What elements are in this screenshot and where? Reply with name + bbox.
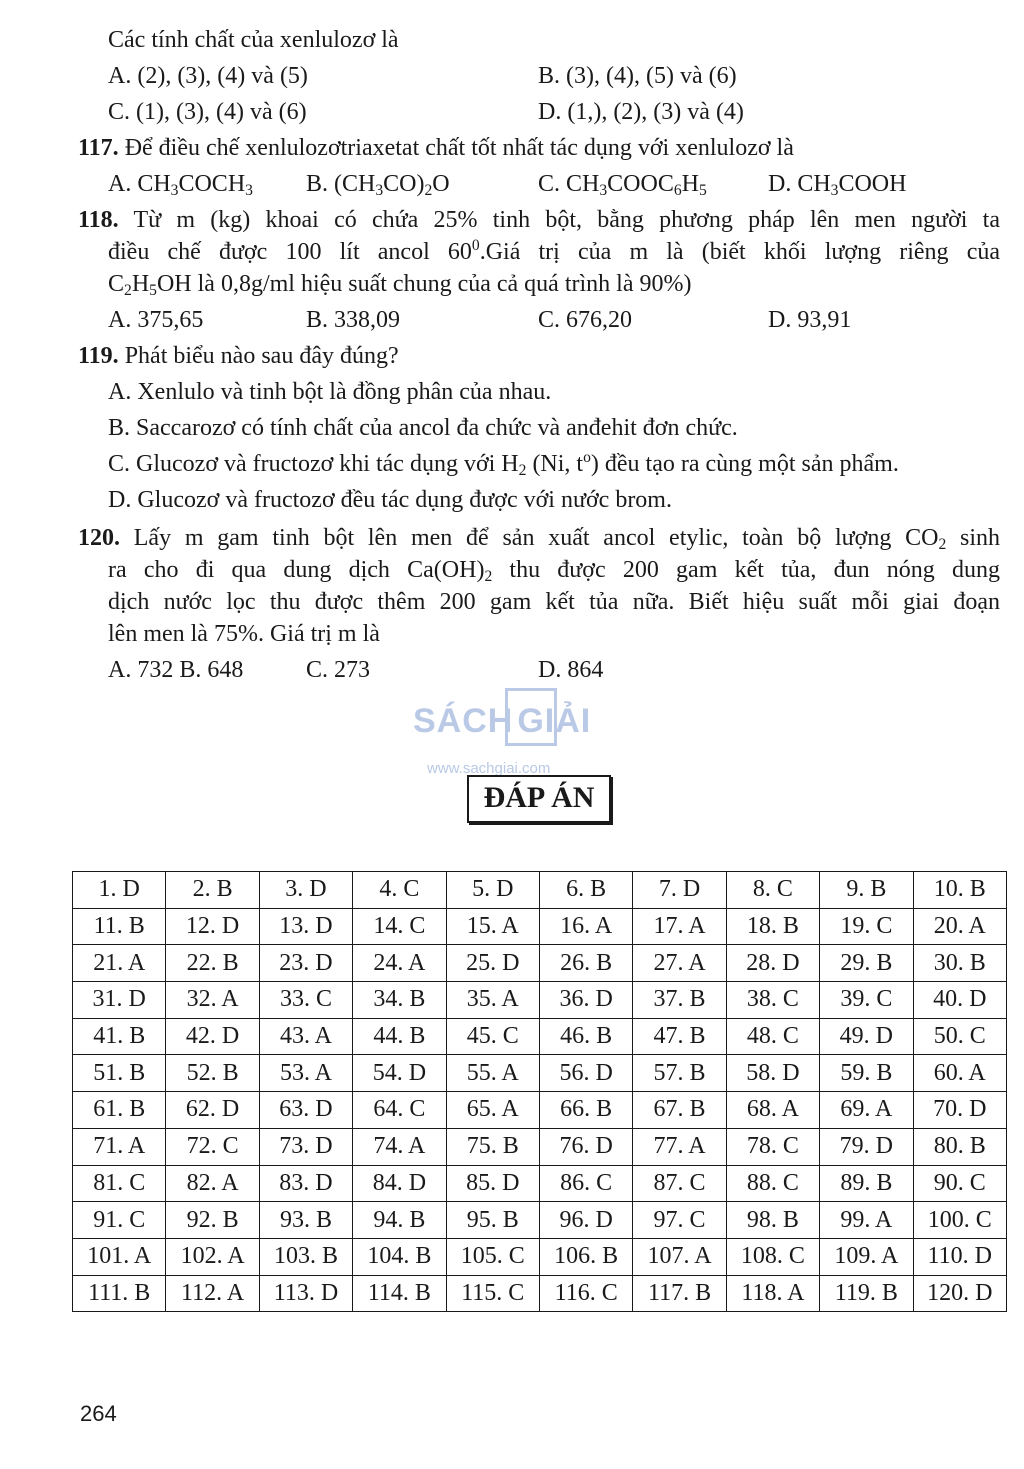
q118-option-d: D. 93,91 — [768, 307, 852, 333]
answer-cell: 100. C — [913, 1202, 1006, 1239]
table-row — [73, 1092, 1007, 1129]
table-row — [73, 1055, 1007, 1092]
q119-option-c: C. Glucozơ và fructozơ khi tác dụng với $H_2$ (Ni, $t^o$) đều tạo ra cùng một sản phẩm. — [108, 449, 899, 479]
answer-cell: 102. A — [166, 1238, 259, 1275]
answer-cell: 114. B — [353, 1275, 446, 1312]
answer-cell: 49. D — [820, 1018, 913, 1055]
answer-cell: 97. C — [633, 1202, 726, 1239]
table-row — [73, 982, 1007, 1019]
table-row — [73, 872, 1007, 909]
answer-cell: 4. C — [353, 872, 446, 909]
answer-cell: 113. D — [259, 1275, 352, 1312]
answer-cell: 33. C — [259, 982, 352, 1019]
answer-cell: 37. B — [633, 982, 726, 1019]
answer-cell: 83. D — [259, 1165, 352, 1202]
answer-cell: 117. B — [633, 1275, 726, 1312]
answer-cell: 6. B — [539, 872, 632, 909]
answer-cell: 95. B — [446, 1202, 539, 1239]
q118-line2: điều chế được 100 lít ancol $60^0.Giá$ trị của m là (biết khối lượng riêng của — [108, 237, 1000, 265]
q118-option-a: A. 375,65 — [108, 307, 204, 333]
q116-option-a: A. (2), (3), (4) và (5) — [108, 63, 308, 89]
answer-cell: 12. D — [166, 908, 259, 945]
q118-line3: $C_2H_5OH$ là 0,8g/ml hiệu suất chung của cả quá trình là 90%) — [108, 271, 692, 299]
answer-cell: 67. B — [633, 1092, 726, 1129]
answer-cell: 54. D — [353, 1055, 446, 1092]
answer-cell: 60. A — [913, 1055, 1006, 1092]
table-row — [73, 1018, 1007, 1055]
table-row — [73, 908, 1007, 945]
q120-line3: dịch nước lọc thu được thêm 200 gam kết tủa nữa. Biết hiệu suất mỗi giai đoạn — [108, 589, 1000, 615]
answer-cell: 107. A — [633, 1238, 726, 1275]
q120-option-c: C. 273 — [306, 657, 371, 683]
q117-number: 117. — [78, 135, 119, 161]
table-row — [73, 945, 1007, 982]
answer-cell: 61. B — [73, 1092, 166, 1129]
answer-cell: 22. B — [166, 945, 259, 982]
answer-cell: 104. B — [353, 1238, 446, 1275]
answer-cell: 98. B — [726, 1202, 819, 1239]
answer-cell: 81. C — [73, 1165, 166, 1202]
answer-cell: 36. D — [539, 982, 632, 1019]
q120-line2: ra cho đi qua dung dịch $Ca(OH)_2$ thu được 200 gam kết tủa, đun nóng dung — [108, 557, 1000, 585]
answer-cell: 70. D — [913, 1092, 1006, 1129]
answer-cell: 19. C — [820, 908, 913, 945]
answer-cell: 18. B — [726, 908, 819, 945]
q119-option-a: A. Xenlulo và tinh bột là đồng phân của nhau. — [108, 379, 552, 405]
answer-cell: 55. A — [446, 1055, 539, 1092]
table-row — [73, 1275, 1007, 1312]
answer-cell: 23. D — [259, 945, 352, 982]
q116-option-b: B. (3), (4), (5) và (6) — [538, 63, 737, 89]
answer-cell: 50. C — [913, 1018, 1006, 1055]
answer-cell: 101. A — [73, 1238, 166, 1275]
answer-cell: 29. B — [820, 945, 913, 982]
answer-cell: 16. A — [539, 908, 632, 945]
answer-cell: 108. C — [726, 1238, 819, 1275]
answer-cell: 64. C — [353, 1092, 446, 1129]
answer-cell: 111. B — [73, 1275, 166, 1312]
answer-cell: 120. D — [913, 1275, 1006, 1312]
q117-option-d: D. $CH_3COOH$ — [768, 171, 907, 199]
answer-cell: 53. A — [259, 1055, 352, 1092]
answer-cell: 94. B — [353, 1202, 446, 1239]
answer-cell: 40. D — [913, 982, 1006, 1019]
answer-cell: 73. D — [259, 1128, 352, 1165]
q120-number: 120. — [78, 525, 120, 551]
answer-cell: 112. A — [166, 1275, 259, 1312]
answer-cell: 28. D — [726, 945, 819, 982]
answer-cell: 43. A — [259, 1018, 352, 1055]
answer-cell: 15. A — [446, 908, 539, 945]
answer-cell: 32. A — [166, 982, 259, 1019]
q120-line4: lên men là 75%. Giá trị m là — [108, 621, 380, 647]
page-number: 264 — [80, 1401, 117, 1426]
q119-option-b: B. Saccarozơ có tính chất của ancol đa chức và anđehit đơn chức. — [108, 415, 738, 441]
q118-line1 — [78, 204, 1000, 236]
answer-cell: 103. B — [259, 1238, 352, 1275]
answer-cell: 86. C — [539, 1165, 632, 1202]
answer-cell: 90. C — [913, 1165, 1006, 1202]
answer-cell: 87. C — [633, 1165, 726, 1202]
answer-cell: 78. C — [726, 1128, 819, 1165]
answer-cell: 72. C — [166, 1128, 259, 1165]
answer-cell: 66. B — [539, 1092, 632, 1129]
answer-cell: 1. D — [73, 872, 166, 909]
answer-cell: 96. D — [539, 1202, 632, 1239]
answer-cell: 99. A — [820, 1202, 913, 1239]
answer-cell: 71. A — [73, 1128, 166, 1165]
answer-cell: 44. B — [353, 1018, 446, 1055]
answer-cell: 21. A — [73, 945, 166, 982]
q120-option-d: D. 864 — [538, 657, 604, 683]
answer-cell: 105. C — [446, 1238, 539, 1275]
answer-cell: 79. D — [820, 1128, 913, 1165]
answer-cell: 41. B — [73, 1018, 166, 1055]
answer-cell: 85. D — [446, 1165, 539, 1202]
answer-cell: 14. C — [353, 908, 446, 945]
q119-number: 119. — [78, 343, 119, 369]
table-row — [73, 1128, 1007, 1165]
answer-cell: 58. D — [726, 1055, 819, 1092]
answer-cell: 30. B — [913, 945, 1006, 982]
q116-option-c: C. (1), (3), (4) và (6) — [108, 99, 307, 125]
q117-option-a: A. $CH_3COCH_3$ — [108, 171, 253, 199]
answer-cell: 109. A — [820, 1238, 913, 1275]
answer-cell: 75. B — [446, 1128, 539, 1165]
q116-stem: Các tính chất của xenlulozơ là — [108, 27, 399, 53]
answer-cell: 17. A — [633, 908, 726, 945]
answer-cell: 69. A — [820, 1092, 913, 1129]
answer-cell: 115. C — [446, 1275, 539, 1312]
answer-cell: 2. B — [166, 872, 259, 909]
answer-cell: 34. B — [353, 982, 446, 1019]
q119-stem — [78, 340, 1000, 372]
answer-cell: 48. C — [726, 1018, 819, 1055]
answer-cell: 92. B — [166, 1202, 259, 1239]
q117-option-c: C. $CH_3COOC_6H_5$ — [538, 171, 707, 199]
answer-cell: 13. D — [259, 908, 352, 945]
q117-option-b: B. $(CH_3CO)_2O$ — [306, 171, 450, 199]
q118-text-line1: Từ m (kg) khoai có chứa 25% tinh bột, bằng phương pháp lên men người ta — [133, 207, 1000, 233]
watermark-logo — [405, 688, 625, 778]
answer-cell: 89. B — [820, 1165, 913, 1202]
answer-cell: 63. D — [259, 1092, 352, 1129]
answer-cell: 80. B — [913, 1128, 1006, 1165]
answer-cell: 42. D — [166, 1018, 259, 1055]
answer-cell: 106. B — [539, 1238, 632, 1275]
q117-stem — [78, 132, 1000, 164]
answer-cell: 119. B — [820, 1275, 913, 1312]
answer-cell: 52. B — [166, 1055, 259, 1092]
answer-cell: 3. D — [259, 872, 352, 909]
answer-cell: 65. A — [446, 1092, 539, 1129]
answer-cell: 31. D — [73, 982, 166, 1019]
q118-option-b: B. 338,09 — [306, 307, 401, 333]
answer-table — [72, 871, 1007, 1312]
answer-cell: 77. A — [633, 1128, 726, 1165]
answer-cell: 93. B — [259, 1202, 352, 1239]
answer-cell: 91. C — [73, 1202, 166, 1239]
answer-cell: 56. D — [539, 1055, 632, 1092]
watermark-url: www.sachgiai.com — [427, 760, 551, 777]
table-row — [73, 1238, 1007, 1275]
answer-cell: 51. B — [73, 1055, 166, 1092]
answer-cell: 39. C — [820, 982, 913, 1019]
answer-cell: 27. A — [633, 945, 726, 982]
answer-cell: 38. C — [726, 982, 819, 1019]
answer-key-title: ĐÁP ÁN — [467, 775, 611, 823]
answer-cell: 5. D — [446, 872, 539, 909]
answer-cell: 74. A — [353, 1128, 446, 1165]
answer-cell: 68. A — [726, 1092, 819, 1129]
answer-cell: 76. D — [539, 1128, 632, 1165]
q120-line1: 120. Lấy m gam tinh bột lên men để sản xuất ancol etylic, toàn bộ lượng $CO_2$ sinh — [78, 525, 1001, 553]
q118-option-c: C. 676,20 — [538, 307, 633, 333]
answer-cell: 82. A — [166, 1165, 259, 1202]
q119-option-d: D. Glucozơ và fructozơ đều tác dụng được với nước brom. — [108, 487, 672, 513]
answer-cell: 45. C — [446, 1018, 539, 1055]
answer-cell: 57. B — [633, 1055, 726, 1092]
answer-cell: 62. D — [166, 1092, 259, 1129]
answer-cell: 8. C — [726, 872, 819, 909]
table-row — [73, 1202, 1007, 1239]
q119-text: Phát biểu nào sau đây đúng? — [124, 343, 399, 369]
q120-option-ab: A. 732 B. 648 — [108, 657, 244, 683]
answer-cell: 10. B — [913, 872, 1006, 909]
answer-cell: 25. D — [446, 945, 539, 982]
answer-cell: 11. B — [73, 908, 166, 945]
q118-number: 118. — [78, 207, 119, 233]
answer-cell: 118. A — [726, 1275, 819, 1312]
answer-cell: 88. C — [726, 1165, 819, 1202]
answer-cell: 20. A — [913, 908, 1006, 945]
table-row — [73, 1165, 1007, 1202]
watermark-text: SÁCH GIẢI — [413, 702, 592, 740]
answer-cell: 24. A — [353, 945, 446, 982]
q117-text: Để điều chế xenlulozơtriaxetat chất tốt nhất tác dụng với xenlulozơ là — [124, 135, 794, 161]
answer-cell: 9. B — [820, 872, 913, 909]
answer-cell: 116. C — [539, 1275, 632, 1312]
answer-cell: 46. B — [539, 1018, 632, 1055]
answer-cell: 84. D — [353, 1165, 446, 1202]
answer-cell: 26. B — [539, 945, 632, 982]
answer-cell: 35. A — [446, 982, 539, 1019]
answer-cell: 47. B — [633, 1018, 726, 1055]
answer-cell: 7. D — [633, 872, 726, 909]
answer-cell: 110. D — [913, 1238, 1006, 1275]
answer-cell: 59. B — [820, 1055, 913, 1092]
q116-option-d: D. (1,), (2), (3) và (4) — [538, 99, 744, 125]
